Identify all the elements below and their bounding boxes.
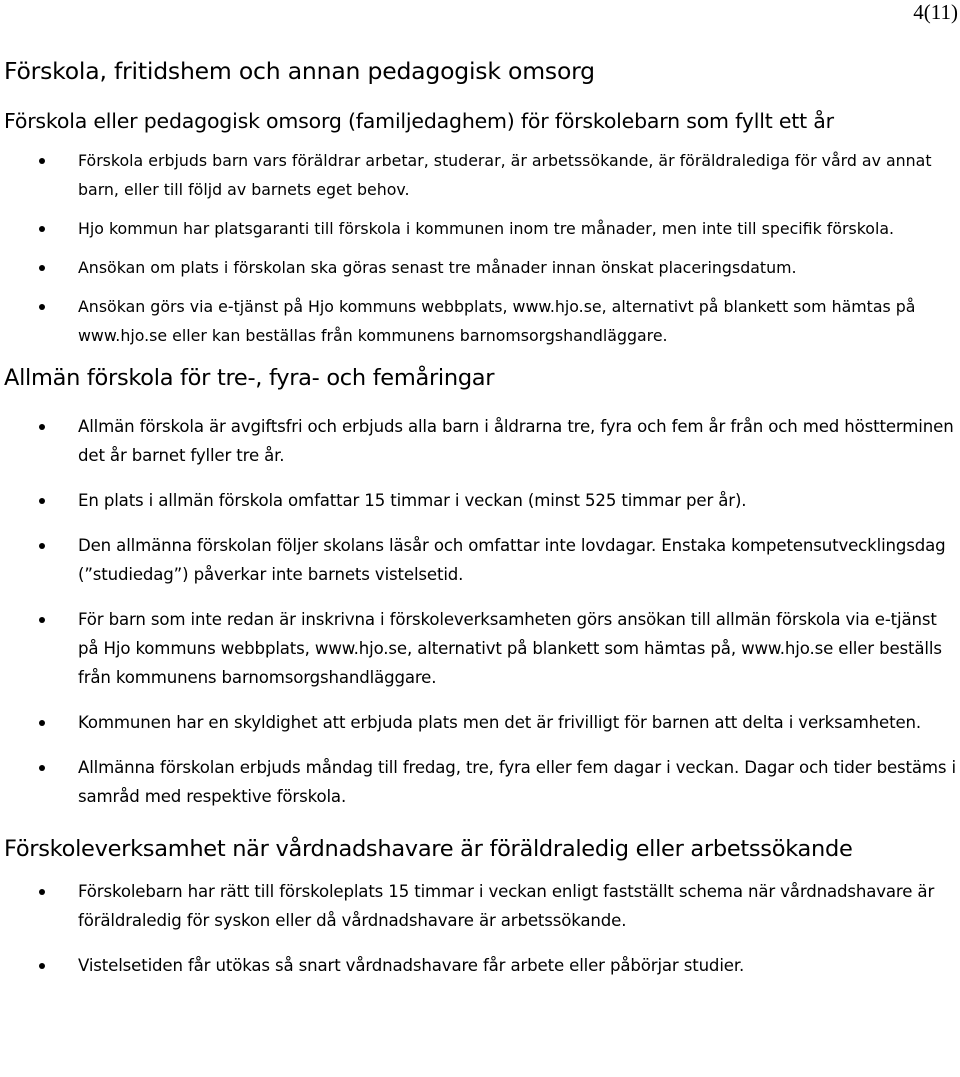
bullet-icon	[39, 498, 45, 504]
parental-leave-list	[4, 877, 956, 980]
list-item: Förskolebarn har rätt till förskoleplats 15 timmar i veckan enligt fastställt schema när vårdnadshavare är föräldraledig för syskon eller då vårdnadshavare är arbetssökande.	[4, 877, 956, 935]
bullet-icon	[39, 720, 45, 726]
list-item: En plats i allmän förskola omfattar 15 timmar i veckan (minst 525 timmar per år).	[4, 486, 956, 515]
bullet-icon	[39, 543, 45, 549]
bullet-icon	[39, 158, 45, 164]
bullet-icon	[39, 265, 45, 271]
bullet-icon	[39, 963, 45, 969]
document-body	[4, 54, 956, 980]
bullet-icon	[39, 617, 45, 623]
list-item: Allmän förskola är avgiftsfri och erbjuds alla barn i åldrarna tre, fyra och fem år från och med höstterminen det år barnet fyller tre år.	[4, 412, 956, 470]
list-item: Förskola erbjuds barn vars föräldrar arbetar, studerar, är arbetssökande, är föräldralediga för vård av annat barn, eller till följd av barnets eget behov.	[4, 146, 956, 204]
bullet-icon	[39, 765, 45, 771]
list-item: Hjo kommun har platsgaranti till förskola i kommunen inom tre månader, men inte till specifik förskola.	[4, 214, 956, 243]
list-item: Kommunen har en skyldighet att erbjuda plats men det är frivilligt för barnen att delta i verksamheten.	[4, 708, 956, 737]
list-item: Den allmänna förskolan följer skolans läsår och omfattar inte lovdagar. Enstaka kompetensutvecklingsdag (”studiedag”) påverkar inte barnets vistelsetid.	[4, 531, 956, 589]
preschool-list	[4, 146, 956, 350]
list-item: Vistelsetiden får utökas så snart vårdnadshavare får arbete eller påbörjar studier.	[4, 951, 956, 980]
general-preschool-list	[4, 412, 956, 811]
list-item: Allmänna förskolan erbjuds måndag till fredag, tre, fyra eller fem dagar i veckan. Dagar och tider bestäms i samråd med respektive förskola.	[4, 753, 956, 811]
list-item: Ansökan görs via e-tjänst på Hjo kommuns webbplats, www.hjo.se, alternativt på blankett som hämtas på www.hjo.se eller kan beställas från kommunens barnomsorgshandläggare.	[4, 292, 956, 350]
section-heading-general-preschool: Allmän förskola för tre-, fyra- och femåringar	[4, 365, 495, 391]
bullet-icon	[39, 889, 45, 895]
bullet-icon	[39, 304, 45, 310]
bullet-icon	[39, 226, 45, 232]
list-item: För barn som inte redan är inskrivna i förskoleverksamheten görs ansökan till allmän förskola via e-tjänst på Hjo kommuns webbplats, www.hjo.se, alternativt på blankett som hämtas på, www.hjo.se eller beställs från kommunens barnomsorgshandläggare.	[4, 605, 956, 692]
document-title: Förskola, fritidshem och annan pedagogisk omsorg	[4, 57, 595, 85]
section-heading-parental-leave: Förskoleverksamhet när vårdnadshavare är föräldraledig eller arbetssökande	[4, 836, 853, 862]
bullet-icon	[39, 424, 45, 430]
page-number: 4(11)	[913, 0, 958, 24]
list-item: Ansökan om plats i förskolan ska göras senast tre månader innan önskat placeringsdatum.	[4, 253, 956, 282]
section-heading-preschool: Förskola eller pedagogisk omsorg (familjedaghem) för förskolebarn som fyllt ett år	[4, 109, 834, 133]
